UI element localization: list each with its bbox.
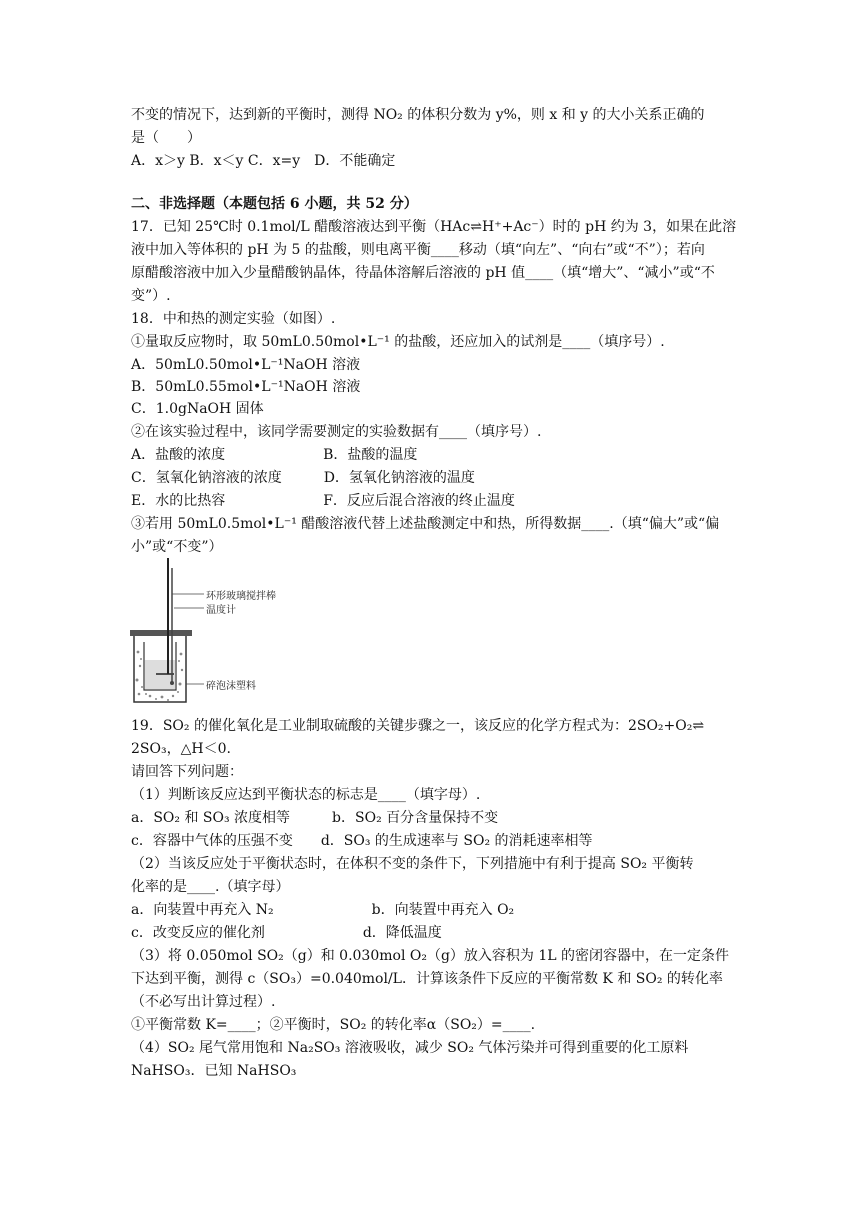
text-line-l05: 17．已知 25℃时 0.1mol/L 醋酸溶液达到平衡（HAc⇌H⁺+Ac⁻）时的 pH 约为 3，如果在此溶 [131,219,737,235]
text-line-l08: 变”）. [131,288,171,304]
text-line-l14: ②在该实验过程中，该同学需要测定的实验数据有____（填序号）. [131,424,542,440]
text-line-l17: E．水的比热容 F．反应后混合溶液的终止温度 [131,493,515,509]
text-line-l06: 液中加入等体积的 pH 为 5 的盐酸，则电离平衡____移动（填“向左”、“向右”或“不”）；若向 [131,242,705,258]
text-line-l28: a．向装置中再充入 N₂ b．向装置中再充入 O₂ [131,902,515,918]
text-line-l34: （4）SO₂ 尾气常用饱和 Na₂SO₃ 溶液吸收，减少 SO₂ 气体污染并可得到重要的化工原料 [131,1040,689,1056]
text-line-l25: c．容器中气体的压强不变 d．SO₃ 的生成速率与 SO₂ 的消耗速率相等 [131,833,593,849]
text-line-l23: （1）判断该反应达到平衡状态的标志是____（填字母）. [131,787,481,803]
foam-label: 碎泡沫塑料 [206,681,256,692]
text-line-l30: （3）将 0.050mol SO₂（g）和 0.030mol O₂（g）放入容积为 1L 的密闭容器中，在一定条件 [131,948,730,964]
text-line-l18: ③若用 50mL0.5mol•L⁻¹ 醋酸溶液代替上述盐酸测定中和热，所得数据____.（填“偏大”或“偏 [131,516,720,532]
text-line-l09: 18．中和热的测定实验（如图）. [131,311,336,327]
text-line-l22: 请回答下列问题： [131,764,243,780]
text-line-l03: A．x＞y B．x＜y C．x=y D．不能确定 [131,153,396,169]
thermometer-label: 温度计 [206,605,236,616]
calorimeter-figure [128,556,288,706]
text-line-l04: 二、非选择题（本题包括 6 小题，共 52 分） [131,196,418,212]
text-line-l15: A．盐酸的浓度 B．盐酸的温度 [131,447,418,463]
text-line-l29: c．改变反应的催化剂 d．降低温度 [131,925,442,941]
text-line-l31: 下达到平衡，测得 c（SO₃）=0.040mol/L．计算该条件下反应的平衡常数 K 和 SO₂ 的转化率 [131,971,723,987]
text-line-l32: （不必写出计算过程）. [131,994,276,1010]
text-line-l24: a．SO₂ 和 SO₃ 浓度相等 b．SO₂ 百分含量保持不变 [131,810,499,826]
text-line-l20: 19．SO₂ 的催化氧化是工业制取硫酸的关键步骤之一，该反应的化学方程式为：2SO₂+O₂⇌ [131,718,705,734]
text-line-l21: 2SO₃，△H＜0. [131,741,231,757]
text-line-l33: ①平衡常数 K=____；②平衡时，SO₂ 的转化率α（SO₂）=____. [131,1017,536,1033]
text-line-l12: B．50mL0.55mol•L⁻¹NaOH 溶液 [131,379,361,395]
text-line-l35: NaHSO₃．已知 NaHSO₃ [131,1063,297,1079]
text-line-l16: C．氢氧化钠溶液的浓度 D．氢氧化钠溶液的温度 [131,470,475,486]
text-line-l19: 小”或“不变”） [131,539,223,555]
text-line-l27: 化率的是____.（填字母） [131,879,290,895]
text-line-l02: 是（ ） [131,130,201,146]
text-line-l26: （2）当该反应处于平衡状态时，在体积不变的条件下，下列措施中有利于提高 SO₂ 平衡转 [131,856,694,872]
text-line-l07: 原醋酸溶液中加入少量醋酸钠晶体，待晶体溶解后溶液的 pH 值____（填“增大”、“减小”或“不 [131,265,715,281]
text-line-l10: ①量取反应物时，取 50mL0.50mol•L⁻¹ 的盐酸，还应加入的试剂是____（填序号）. [131,334,665,350]
text-line-l01: 不变的情况下，达到新的平衡时，测得 NO₂ 的体积分数为 y%，则 x 和 y 的大小关系正确的 [131,107,705,123]
text-line-l11: A．50mL0.50mol•L⁻¹NaOH 溶液 [131,357,361,373]
stirrer-label: 环形玻璃搅拌棒 [206,591,276,602]
text-line-l13: C．1.0gNaOH 固体 [131,401,264,417]
